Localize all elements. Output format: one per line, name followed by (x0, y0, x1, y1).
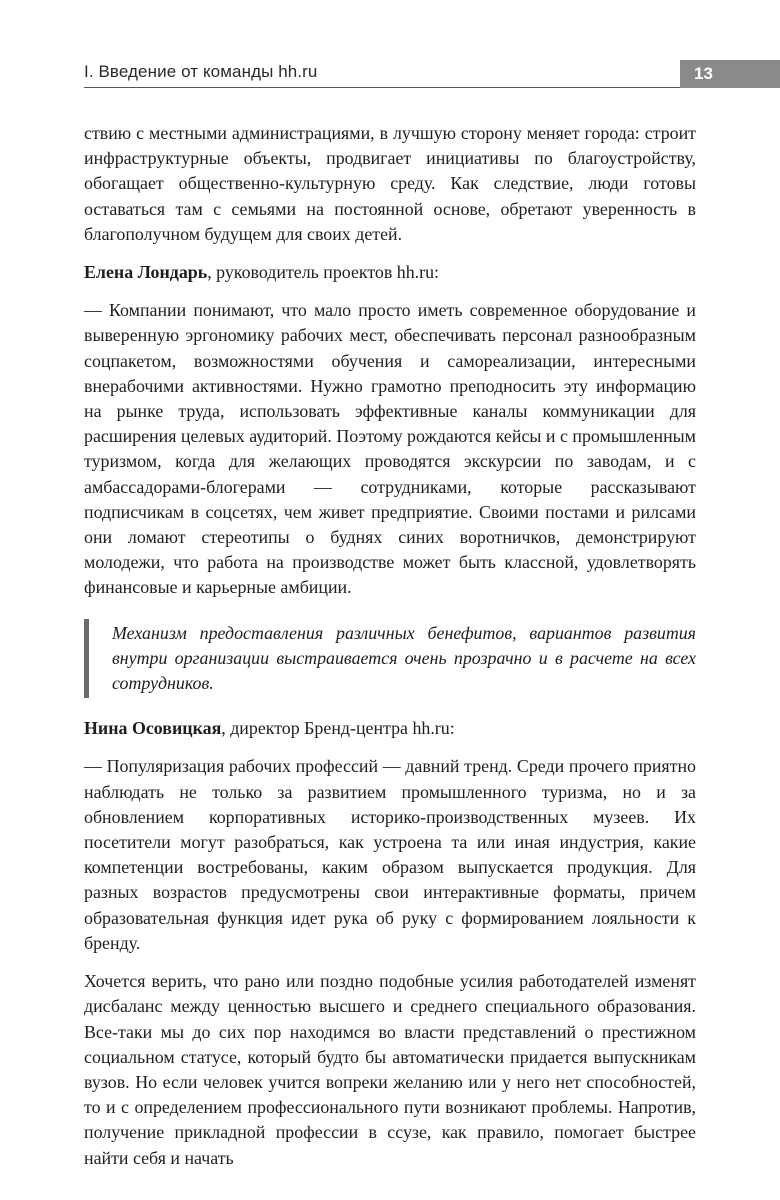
speaker-name-2: Нина Осовицкая (84, 718, 222, 739)
chapter-title: I. Введение от команды hh.ru (84, 62, 318, 81)
speaker-role-2: , директор Бренд-центра hh.ru: (221, 718, 455, 739)
running-header (84, 60, 780, 88)
paragraph-intro: ствию с местными администрациями, в лучшую сторону меняет города: строит инфраструктурные объекты, продвигает инициативы по благоустройству, обогащает общественно-культурную среду. Как следствие, люди готовы оставаться там с семьями на постоянной основе, обретают уверенность в благополучном будущем для своих детей. (84, 123, 696, 244)
paragraph-closing: Хочется верить, что рано или поздно подобные усилия работодателей изменят дисбаланс между ценностью высшего и среднего специального образования. Все-таки мы до сих пор находимся во власти представлений о престижном социальном статусе, который будто бы автоматически придается выпускникам вузов. Но если человек учится вопреки желанию или у него нет способностей, то и с определением профессионального пути возникают проблемы. Напротив, получение прикладной профессии в ссузе, как правило, помогает быстрее найти себя и начать (84, 971, 696, 1168)
page-number-tab (680, 60, 780, 88)
speaker-name-1: Елена Лондарь (84, 262, 208, 283)
pull-quote (84, 619, 696, 699)
speaker-line-1 (84, 260, 696, 285)
header-rule (84, 87, 680, 88)
page-body (84, 121, 696, 1171)
paragraph-osovitskaya-quote: — Популяризация рабочих профессий — давний тренд. Среди прочего приятно наблюдать не только за развитием промышленного туризма, но и за обновлением корпоративных историко-производственных музеев. Их посетители могут разобраться, как устроена та или иная индустрия, какие компетенции востребованы, каким образом выпускается продукция. Для разных возрастов предусмотрены свои интерактивные форматы, причем образовательная функция идет рука об руку с формированием лояльности к бренду. (84, 756, 696, 953)
page-number: 13 (694, 64, 713, 83)
speaker-line-2 (84, 716, 696, 741)
pull-quote-text: Механизм предоставления различных бенефитов, вариантов развития внутри организации выстраивается очень прозрачно и в расчете на всех сотрудников. (112, 622, 696, 694)
speaker-role-1: , руководитель проектов hh.ru: (207, 262, 440, 283)
paragraph-londar-quote: — Компании понимают, что мало просто иметь современное оборудование и выверенную эргономику рабочих мест, обеспечивать персонал разнообразным соцпакетом, возможностями обучения и самореализации, интересными внерабочими активностями. Нужно грамотно преподносить эту информацию на рынке труда, использовать эффективные каналы коммуникации для расширения целевых аудиторий. Поэтому рождаются кейсы и с промышленным туризмом, когда для желающих проводятся экскурсии по заводам, и с амбассадорами-блогерами — сотрудниками, которые рассказывают подписчикам в соцсетях, чем живет предприятие. Своими постами и рилсами они ломают стереотипы о буднях синих воротничков, демонстрируют молодежи, что работа на производстве может быть классной, удовлетворять финансовые и карьерные амбиции. (84, 300, 696, 598)
